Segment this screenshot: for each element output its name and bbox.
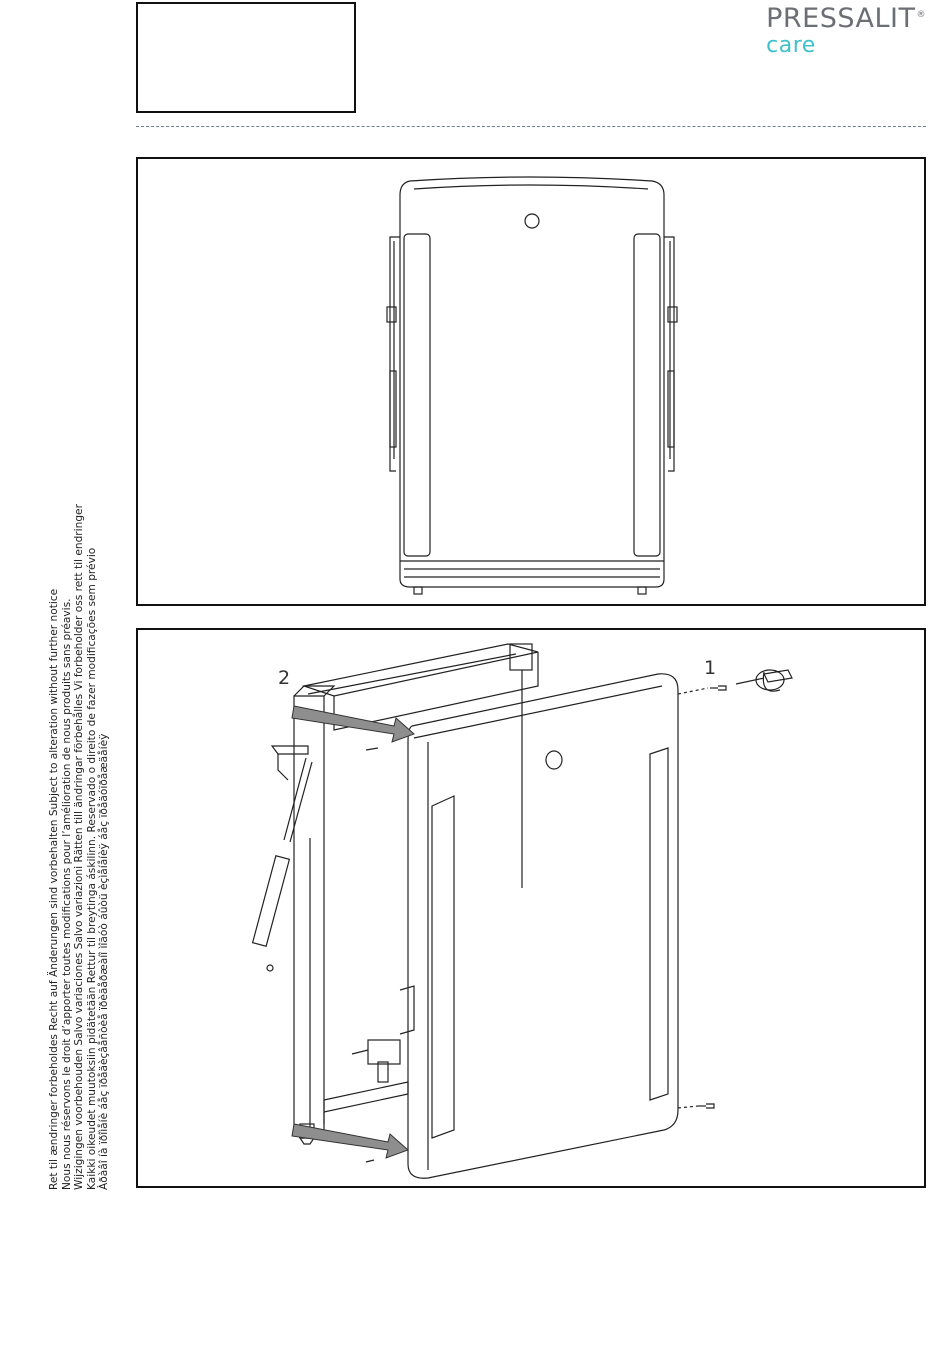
disclaimer-line: Ret til ændringer forbeholdes Recht auf Änderungen sind vorbehalten Subject to alteration without further notice — [48, 588, 60, 1190]
logo-sub: care — [766, 33, 816, 58]
logo-registered-mark: ® — [916, 10, 926, 20]
disclaimer-line: Àðàâî íà ïðîìåíè áåç ïðåäèçâåñòèå ïðèäåðæàíî ìîãóò áûòü èçìåíåíèÿ áåç ïðåäóïðåæäåíèÿ — [98, 733, 111, 1190]
step-number-2: 2 — [278, 667, 291, 689]
logo-brand — [766, 0, 926, 34]
header-divider — [136, 126, 926, 127]
front-view-panel — [136, 157, 926, 606]
disclaimer-line: Nous nous réservons le droit d’apporter toutes modifications pour l’amélioration de nous produits sans préavis. — [60, 598, 73, 1190]
pressalit-care-logo — [766, 0, 926, 57]
assembly-panel — [136, 628, 926, 1188]
step-number-1: 1 — [704, 657, 717, 679]
front-view-illustration — [138, 159, 924, 604]
disclaimer-line: Kaikki oikeudet muutoksiin pidätetään Rettur til breytinga áskilinn. Reservado o direito de fazer modificações sem prévio — [85, 547, 98, 1190]
disclaimer-text — [48, 430, 111, 1190]
disclaimer-line: Wijzigingen voorbehouden Salvo variaciones Salvo variazioni Rätten till ändringar förbehålles Vi forbeholder oss rett til endringer — [73, 504, 86, 1190]
logo-brand-text: PRESSALIT — [766, 3, 916, 34]
assembly-illustration — [138, 630, 924, 1186]
label-box — [136, 2, 356, 113]
